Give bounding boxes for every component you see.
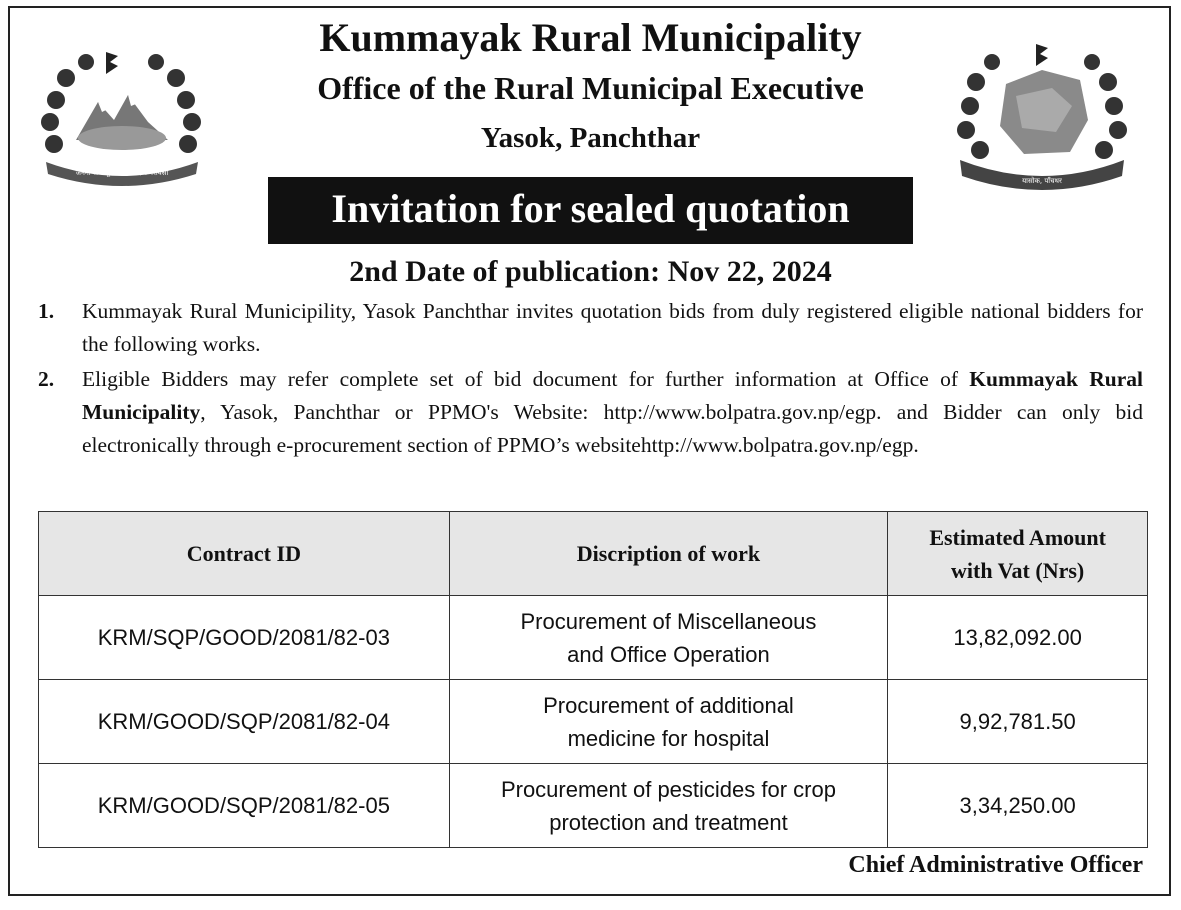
- description-cell: Procurement of additional medicine for hospital: [449, 680, 888, 764]
- contract-id-cell: KRM/GOOD/SQP/2081/82-04: [39, 680, 450, 764]
- contract-id-cell: KRM/SQP/GOOD/2081/82-03: [39, 596, 450, 680]
- paragraph-text-post: , Yasok, Panchthar or PPMO's Website: http://www.bolpatra.gov.np/egp. and Bidder can only bid electronically through e-procurement section of PPMO’s websitehttp://www.bolpatra.gov.np/egp.: [82, 400, 1143, 457]
- right-logo-caption-2: यासोक, पाँचथर: [1022, 177, 1062, 185]
- table-row: [39, 764, 1148, 848]
- paragraph-text: Kummayak Rural Municipility, Yasok Panchthar invites quotation bids from duly registered eligible national bidders for the following works.: [82, 299, 1143, 356]
- notice-title-banner: Invitation for sealed quotation: [268, 177, 913, 244]
- office-location: Yasok, Panchthar: [480, 122, 701, 154]
- table-row: [39, 680, 1148, 764]
- office-name: Office of the Rural Municipal Executive: [317, 70, 864, 106]
- amount-cell: 3,34,250.00: [888, 764, 1148, 848]
- description-cell: Procurement of pesticides for crop protection and treatment: [449, 764, 888, 848]
- left-emblem-caption: जननी जन्मभूमिश्च स्वर्गादपि गरीयसी: [75, 169, 169, 177]
- header-estimated-amount: Estimated Amount with Vat (Nrs): [888, 512, 1148, 596]
- header-contract-id: Contract ID: [39, 512, 450, 596]
- table-header-row: [39, 512, 1148, 596]
- publication-date: 2nd Date of publication: Nov 22, 2024: [349, 255, 832, 288]
- header-description: Discription of work: [449, 512, 888, 596]
- right-logo-caption-1: कुम्मायक गाउँपालिका: [1010, 163, 1074, 172]
- nepal-emblem-logo: [36, 40, 208, 188]
- municipality-name: Kummayak Rural Municipality: [319, 15, 862, 60]
- paragraph-text: [82, 363, 1143, 462]
- paragraph-1: [38, 295, 1143, 361]
- contracts-table: [38, 511, 1148, 848]
- table-row: [39, 596, 1148, 680]
- municipality-bold-name: Kummayak Rural Municipality: [82, 367, 1143, 424]
- paragraph-number: 1.: [38, 299, 55, 323]
- description-cell: Procurement of Miscellaneous and Office Operation: [449, 596, 888, 680]
- signatory-title: Chief Administrative Officer: [848, 852, 1143, 878]
- contract-id-cell: KRM/GOOD/SQP/2081/82-05: [39, 764, 450, 848]
- amount-cell: 13,82,092.00: [888, 596, 1148, 680]
- paragraph-number: 2.: [38, 367, 55, 391]
- paragraph-text-pre: Eligible Bidders may refer complete set of bid document for further information at Office of: [82, 367, 970, 391]
- paragraph-2: [38, 363, 1143, 462]
- amount-cell: 9,92,781.50: [888, 680, 1148, 764]
